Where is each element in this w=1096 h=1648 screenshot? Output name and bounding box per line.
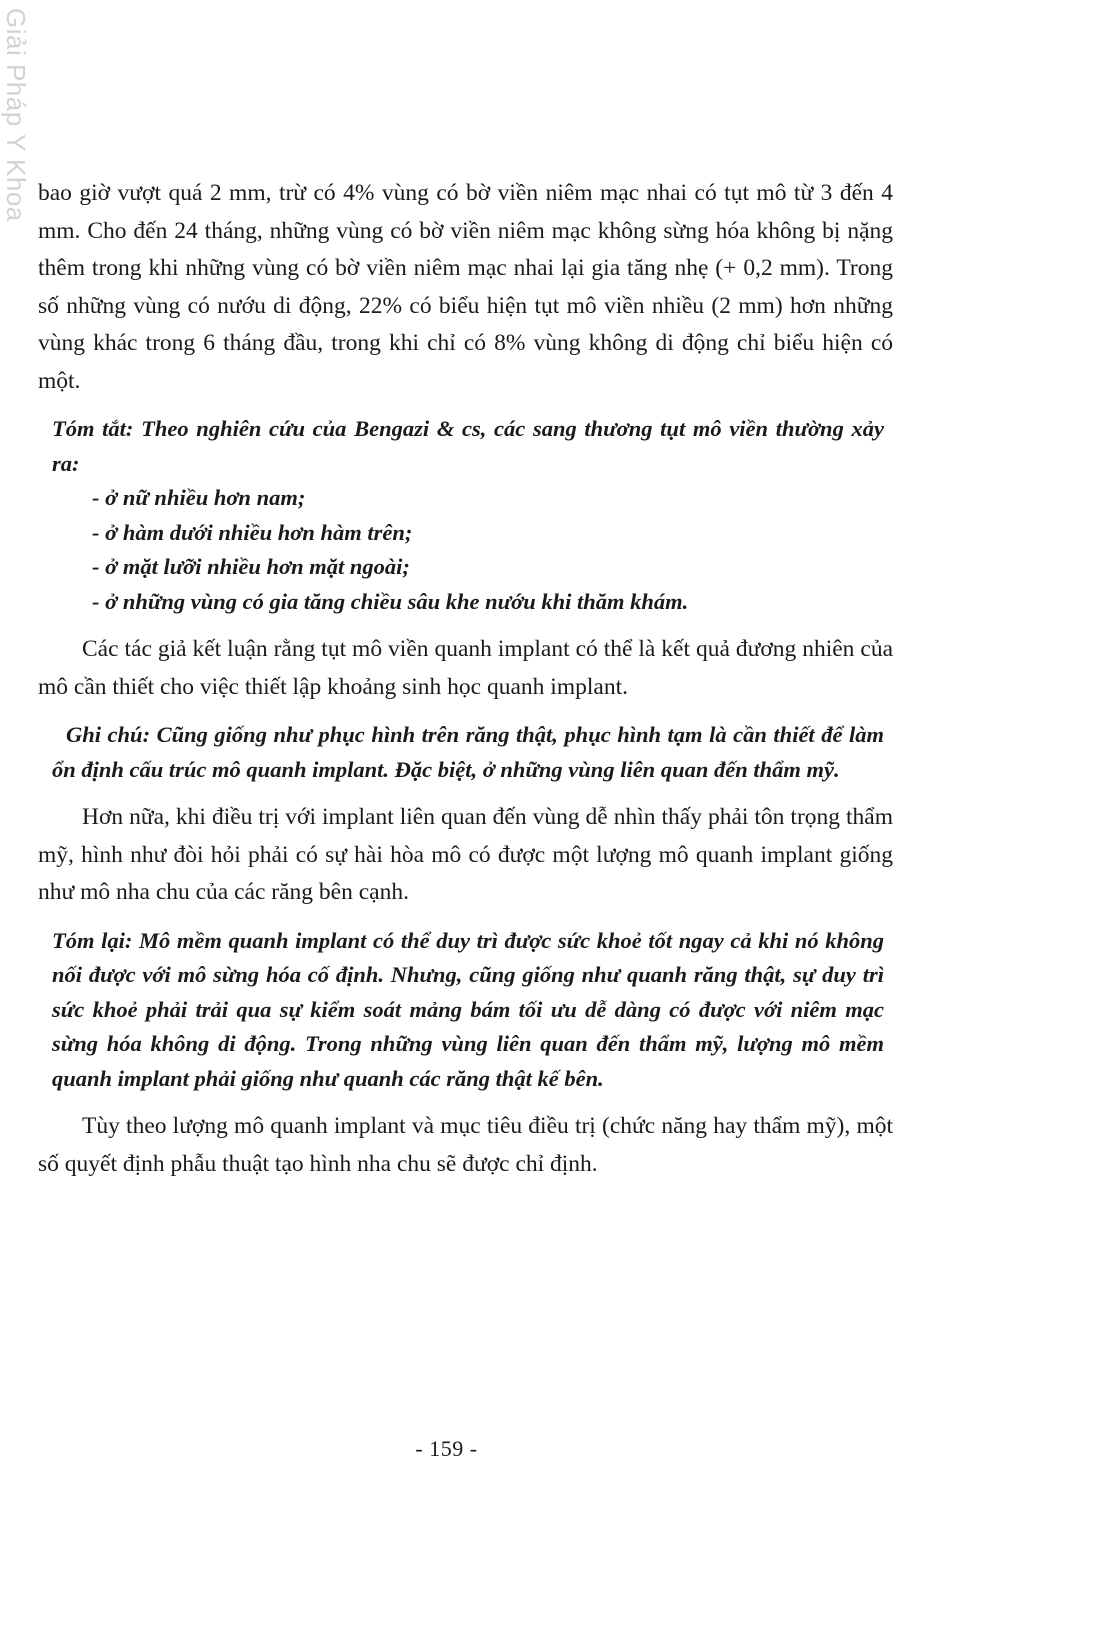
bullet-item: - ở nữ nhiều hơn nam; xyxy=(92,485,306,510)
summary-box-1 xyxy=(38,412,884,619)
summary-box-2 xyxy=(38,924,884,1097)
paragraph-3: Hơn nữa, khi điều trị với implant liên quan đến vùng dễ nhìn thấy phải tôn trọng thẩm mỹ, hình như đòi hỏi phải có sự hài hòa mô có được một lượng mô quanh implant giống như mô nha chu của các răng bên cạnh. xyxy=(38,804,893,905)
summary-2-text: Mô mềm quanh implant có thể duy trì được sức khoẻ tốt ngay cả khi nó không nối được với mô sừng hóa cố định. Nhưng, cũng giống như quanh răng thật, sự duy trì sức khoẻ phải trải qua sự kiểm soát mảng bám tối ưu dễ dàng có được với niêm mạc sừng hóa không di động. Trong những vùng liên quan đến thẩm mỹ, lượng mô mềm quanh implant phải giống như quanh các răng thật kế bên. xyxy=(52,927,884,1091)
paragraph-4: Tùy theo lượng mô quanh implant và mục tiêu điều trị (chức năng hay thẩm mỹ), một số quyết định phẫu thuật tạo hình nha chu sẽ được chỉ định. xyxy=(38,1113,893,1177)
bullet-item: - ở những vùng có gia tăng chiều sâu khe nướu khi thăm khám. xyxy=(92,588,689,614)
paragraph-2: Các tác giả kết luận rằng tụt mô viền quanh implant có thể là kết quả đương nhiên của mô cần thiết cho việc thiết lập khoảng sinh học quanh implant. xyxy=(38,636,893,700)
bullet-item: - ở hàm dưới nhiều hơn hàm trên; xyxy=(92,519,413,545)
paragraph-1: bao giờ vượt quá 2 mm, trừ có 4% vùng có bờ viền niêm mạc nhai có tụt mô từ 3 đến 4 mm. Cho đến 24 tháng, những vùng có bờ viền niêm mạc không sừng hóa không bị nặng thêm trong khi những vùng có bờ viền niêm mạc nhai lại gia tăng nhẹ (+ 0,2 mm). Trong số những vùng có nướu di động, 22% có biểu hiện tụt mô viền nhiều (2 mm) hơn những vùng khác trong 6 tháng đầu, trong khi chỉ có 8% vùng không di động chỉ biểu hiện có một. xyxy=(38,180,893,394)
note-box xyxy=(38,718,884,787)
summary-2-lead: Tóm lại: xyxy=(52,927,133,953)
summary-1-bullets xyxy=(52,481,884,619)
page-number: - 159 - xyxy=(415,1436,478,1461)
summary-1-lead: Tóm tắt: xyxy=(52,416,134,441)
bullet-item: - ở mặt lưỡi nhiều hơn mặt ngoài; xyxy=(92,554,410,579)
summary-1-text: Theo nghiên cứu của Bengazi & cs, các sang thương tụt mô viền thường xảy ra: xyxy=(52,416,884,476)
note-text: Cũng giống như phục hình trên răng thật, phục hình tạm là cần thiết để làm ổn định cấu trúc mô quanh implant. Đặc biệt, ở những vùng liên quan đến thẩm mỹ. xyxy=(52,722,884,782)
note-lead: Ghi chú: xyxy=(66,722,151,747)
watermark-text: Giải Pháp Y Khoa xyxy=(1,8,31,222)
page-body xyxy=(38,175,893,1183)
